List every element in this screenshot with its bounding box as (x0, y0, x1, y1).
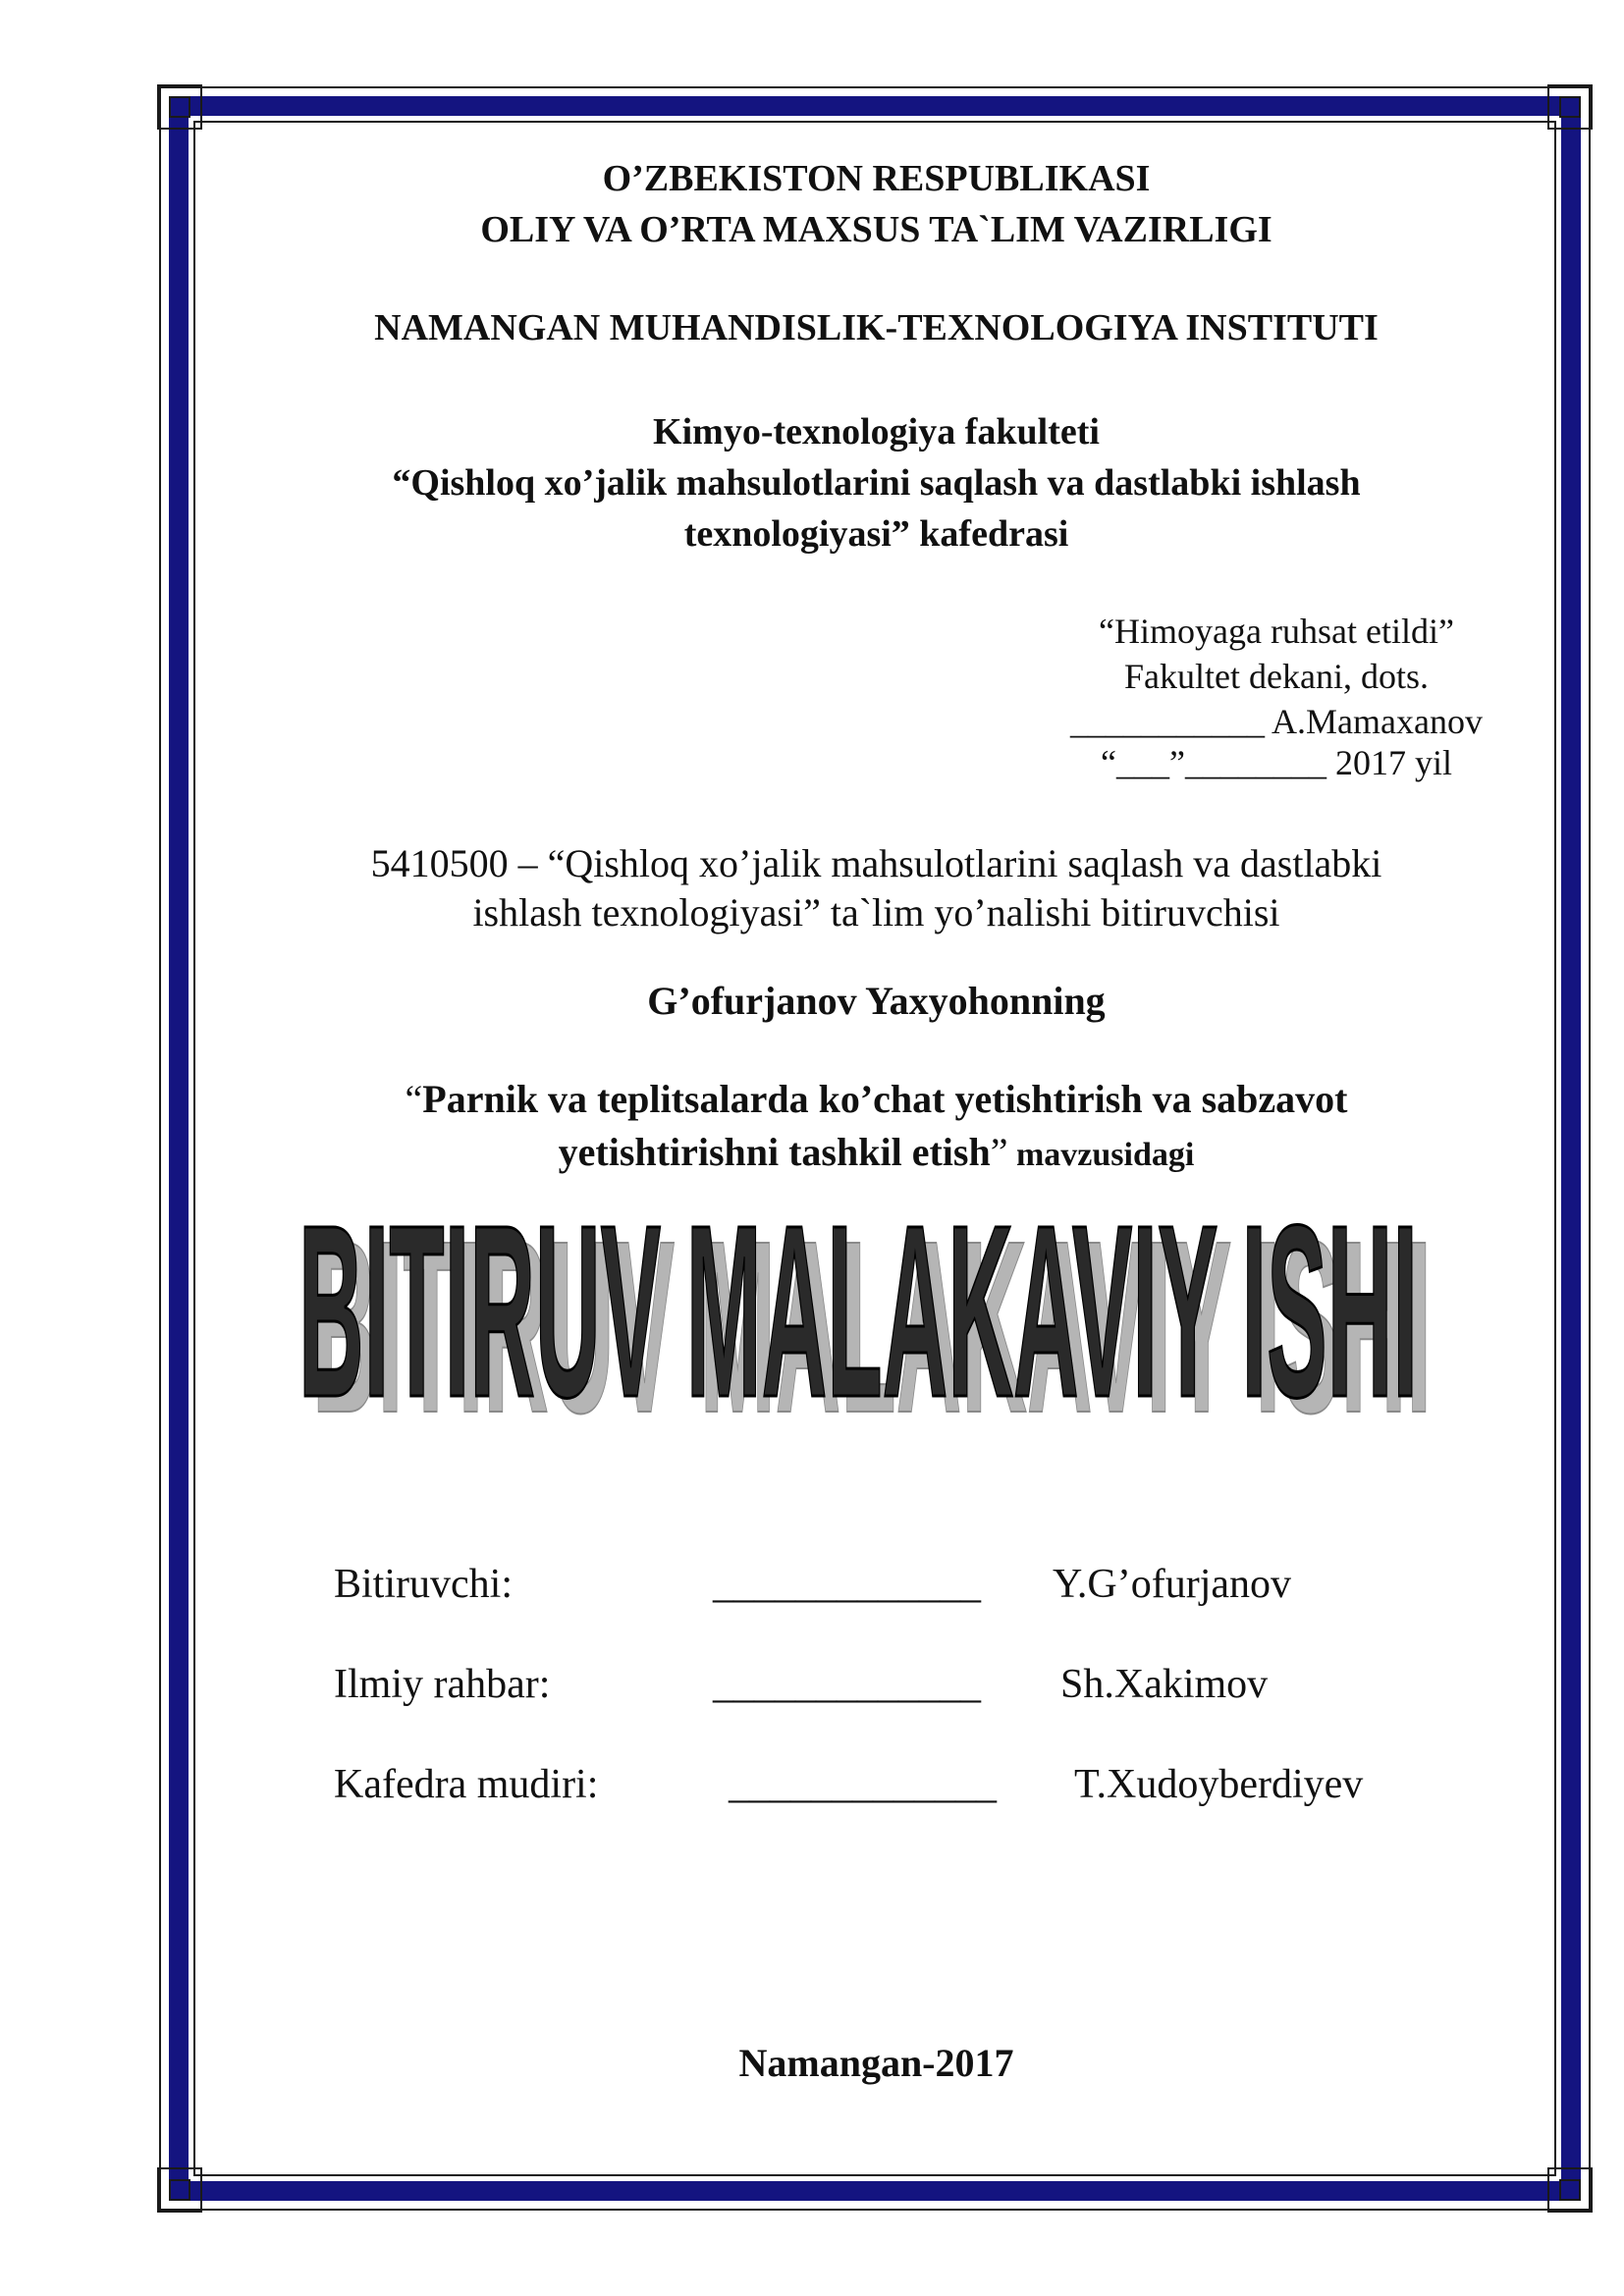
approval-dean-signature: ___________ A.Mamaxanov (1070, 702, 1483, 741)
header-faculty: Kimyo-texnologiya fakulteti (653, 411, 1100, 453)
topic-suffix: mavzusidagi (1007, 1137, 1195, 1173)
approval-dean-title: Fakultet dekani, dots. (1124, 657, 1429, 696)
signature-name-head: T.Xudoyberdiyev (1074, 1762, 1364, 1807)
footer-city-year: Namangan-2017 (738, 2041, 1014, 2085)
frame-corner-bottom-left (157, 2167, 202, 2213)
signature-name-supervisor: Sh.Xakimov (1060, 1662, 1269, 1707)
work-title-wordart (285, 1178, 1443, 1472)
signature-line-supervisor: _____________ (713, 1662, 981, 1707)
signature-role-graduate: Bitiruvchi: (334, 1562, 513, 1607)
program-line1: 5410500 – “Qishloq xo’jalik mahsulotlarini saqlash va dastlabki (370, 841, 1382, 885)
work-title-text: BITIRUV MALAKAVIY ISHI (298, 1178, 1418, 1448)
topic-line2 (226, 1129, 1527, 1175)
signature-line-head: _____________ (729, 1762, 997, 1807)
approval-date: “___”________ 2017 yil (1101, 743, 1452, 782)
signature-role-supervisor: Ilmiy rahbar: (334, 1662, 551, 1707)
signature-role-head: Kafedra mudiri: (334, 1762, 599, 1807)
signature-name-graduate: Y.G’ofurjanov (1053, 1562, 1292, 1607)
topic-open-quote: “ (405, 1077, 423, 1121)
program-line2: ishlash texnologiyasi” ta`lim yo’nalishi bitiruvchisi (472, 890, 1280, 934)
header-institute: NAMANGAN MUHANDISLIK-TEXNOLOGIYA INSTITUTI (374, 307, 1379, 348)
frame-corner-bottom-right (1547, 2167, 1593, 2213)
signature-line-graduate: _____________ (713, 1562, 981, 1607)
student-name: G’ofurjanov Yaxyohonning (647, 979, 1106, 1023)
header-republic: O’ZBEKISTON RESPUBLIKASI (602, 158, 1151, 199)
frame-corner-top-left (157, 84, 202, 130)
topic-title-line1: Parnik va teplitsalarda ko’chat yetishtirish va sabzavot (422, 1077, 1348, 1121)
frame-corner-top-right (1547, 84, 1593, 130)
topic-close-quote: ” (990, 1130, 1008, 1174)
approval-stamp-text: “Himoyaga ruhsat etildi” (1099, 612, 1454, 651)
header-department-line2: texnologiyasi” kafedrasi (683, 513, 1069, 555)
work-title-shadow: BITIRUV MALAKAVIY ISHI (312, 1190, 1432, 1464)
topic-line1 (226, 1076, 1527, 1122)
header-department-line1: “Qishloq xo’jalik mahsulotlarini saqlash va dastlabki ishlash (392, 462, 1361, 504)
topic-title-line2: yetishtirishni tashkil etish (558, 1130, 991, 1174)
header-ministry: OLIY VA O’RTA MAXSUS TA`LIM VAZIRLIGI (480, 209, 1272, 250)
